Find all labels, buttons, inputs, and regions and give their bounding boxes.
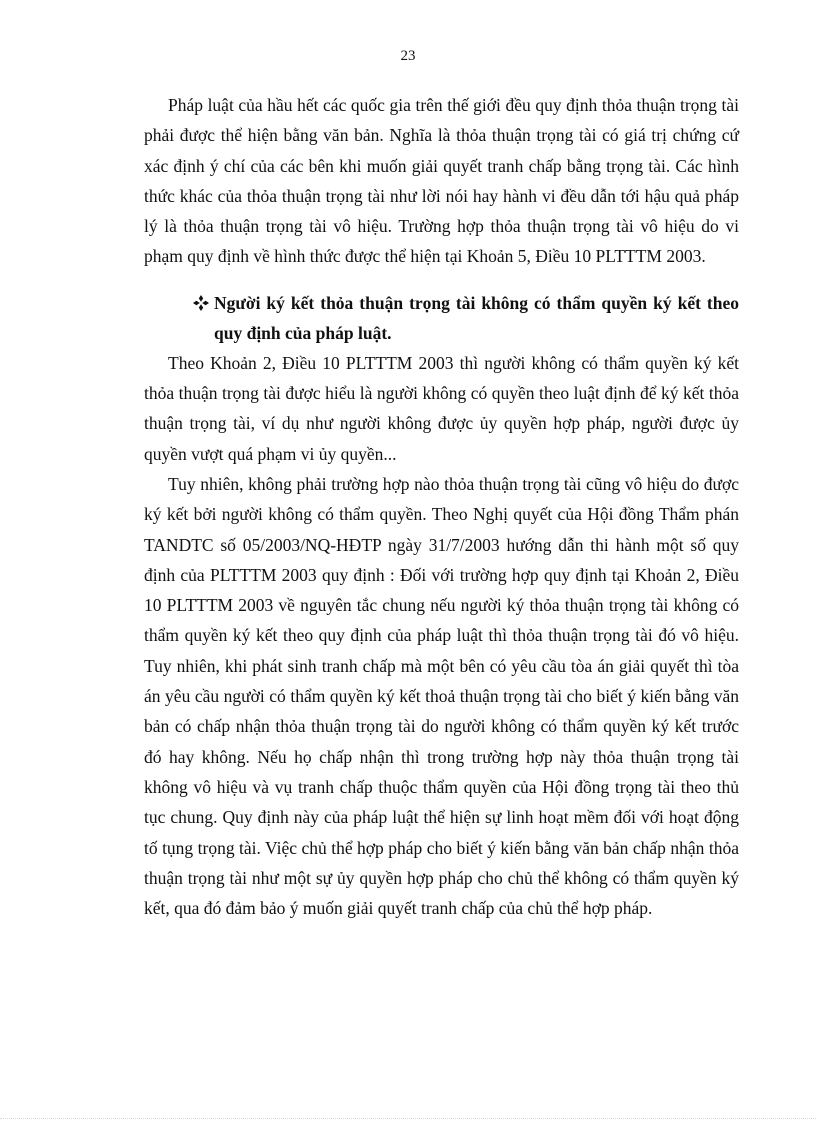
spacer: [144, 272, 739, 288]
paragraph-resolution-guidance: Tuy nhiên, không phải trường hợp nào thỏa thuận trọng tài cũng vô hiệu do được ký kết bởi người không có thẩm quyền. Theo Nghị quyết của Hội đồng Thẩm phán TANDTC số 05/2003/NQ-HĐTP ngày 31/7/2003 hướng dẫn thi hành một số quy định của PLTTTM 2003 quy định : Đối với trường hợp quy định tại Khoản 2, Điều 10 PLTTTM 2003 về nguyên tắc chung nếu người ký thỏa thuận trọng tài không có thẩm quyền ký kết theo quy định của pháp luật thì thỏa thuận trọng tài đó vô hiệu. Tuy nhiên, khi phát sinh tranh chấp mà một bên có yêu cầu tòa án giải quyết thì tòa án yêu cầu người có thẩm quyền ký kết thoả thuận trọng tài cho biết ý kiến bằng văn bản có chấp nhận thỏa thuận trọng tài do người không có thẩm quyền ký kết trước đó hay không. Nếu họ chấp nhận thì trong trường hợp này thỏa thuận trọng tài không vô hiệu và vụ tranh chấp thuộc thẩm quyền của Hội đồng trọng tài theo thủ tục chung. Quy định này của pháp luật thể hiện sự linh hoạt mềm đối với hoạt động tố tụng trọng tài. Việc chủ thể hợp pháp cho biết ý kiến bằng văn bản chấp nhận thỏa thuận trọng tài như một sự ủy quyền hợp pháp cho chủ thể không có thẩm quyền ký kết, qua đó đảm bảo ý muốn giải quyết tranh chấp của chủ thể hợp pháp.: [144, 473, 739, 919]
page-number: 23: [400, 48, 416, 64]
paragraph-unauthorized-signer: Theo Khoản 2, Điều 10 PLTTTM 2003 thì người không có thẩm quyền ký kết thỏa thuận trọng tài được hiểu là người không có quyền theo luật định để ký kết thỏa thuận trọng tài, ví dụ như người không được ủy quyền hợp pháp, người được ủy quyền vượt quá phạm vi ủy quyền...: [144, 352, 739, 464]
paragraph-form-requirement: Pháp luật của hầu hết các quốc gia trên thế giới đều quy định thỏa thuận trọng tài phải được thể hiện bằng văn bản. Nghĩa là thỏa thuận trọng tài có giá trị chứng cứ xác định ý chí của các bên khi muốn giải quyết tranh chấp bằng trọng tài. Các hình thức khác của thỏa thuận trọng tài như lời nói hay hành vi đều dẫn tới hậu quả pháp lý là thỏa thuận trọng tài vô hiệu. Trường hợp thỏa thuận trọng tài vô hiệu do vi phạm quy định về hình thức được thể hiện tại Khoản 5, Điều 10 PLTTTM 2003.: [144, 95, 739, 267]
four-diamond-bullet-icon: [192, 288, 210, 318]
page-bottom-border: [0, 1118, 816, 1120]
page-body: [144, 90, 739, 923]
section-heading-text: Người ký kết thỏa thuận trọng tài không có thẩm quyền ký kết theo quy định của pháp luật.: [214, 292, 739, 343]
section-heading: [192, 288, 739, 348]
